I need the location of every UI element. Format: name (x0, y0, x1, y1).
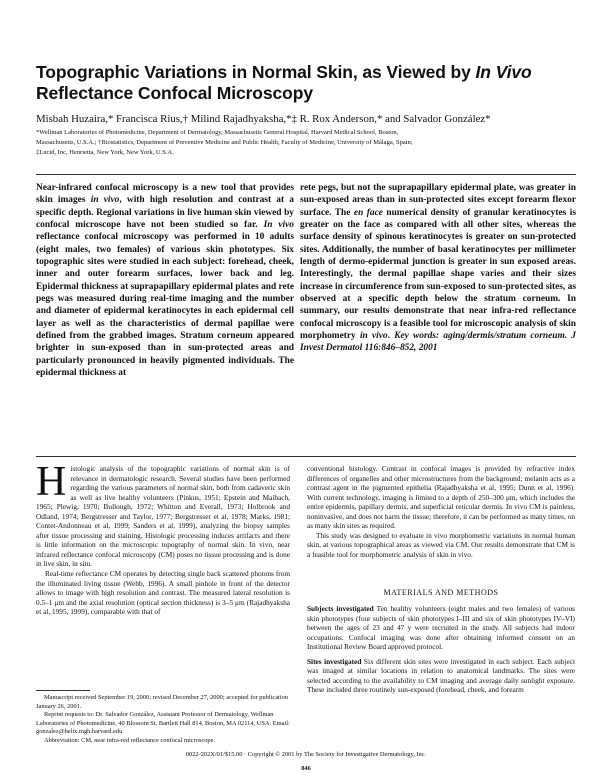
abstract-top-rule (36, 174, 576, 175)
affiliation-line: ‡Lucid, Inc, Henrietta, New York, New York, U.S.A. (36, 148, 174, 156)
right-body-column (307, 464, 575, 559)
affiliation-line: *Wellman Laboratories of Photomedicine, Department of Dermatology, Massachusetts General Hospital, Harvard Medical School, Boston, (36, 129, 399, 136)
footnote: Manuscript received September 19, 2000; revised December 27, 2000; accepted for publication January 26, 2001. (36, 694, 289, 710)
abstract-left: Near-infrared confocal microscopy is a new tool that provides skin images in vivo, with high resolution and contrast at a specific depth. Regional variations in live human skin viewed by confocal microscope have not been studied so far. In vivo reflectance confocal microscopy was performed in 10 adults (eight males, two females) of various skin phototypes. Six topographic sites were studied in each subject: forehead, cheek, inner and outer forearm surfaces, lower back and leg. Epidermal thickness at suprapapillary epidermal plates and rete pegs was measured during real-time imaging and the number and diameter of epidermal keratinocytes in each epidermal cell layer as well as the characteristics of dermal papillae were defined from the grabbed images. Stratum corneum appeared brighter in sun-exposed than in sun-protected areas and particularly pronounced in heavily pigmented individuals. The epidermal thickness at (36, 183, 294, 379)
intro-paragraph: Histologic analysis of the topographic variations of normal skin is of relevance in dermatologic research. Several studies have been performed regarding the various parameters of normal skin, both from cadaveric skin as well as live healthy volunteers (Pinkus, 1951; Epstein and Maibach, 1965; Plewig, 1970; Bullough, 1972; Whitton and Everall, 1973; Holbrook and Odland, 1974; Bergstresser and Taylor, 1977; Bergstresser et al, 1978; Marks, 1981; Contet-Andonneau et al, 1999; Sanders et al, 1999), analyzing the biopsy samples after tissue processing and staining. Histologic processing induces artifacts and there is little information on the microscopic topography of normal skin. In vivo, near infrared reflectance confocal microscopy (CM) poses no tissue processing and is done in live skin, in situ. (36, 459, 290, 569)
methods-column (307, 604, 575, 695)
body-paragraph: Real-time reflectance CM operates by detecting single back scattered photons from the illuminated living tissue (Webb, 1996). A small pinhole in front of the detector allows to image with high resolution and contrast. The measured lateral resolution is 0.5–1 μm and the axial resolution (optical section thickness) is 3–5 μm (Rajadhyaksha et al, 1995, 1999), comparable with that of (36, 569, 290, 617)
subsection-subjects: Subjects investigated Ten healthy volunteers (eight males and two females) of various skin phototypes (four subjects of skin phototypes I–III and six of skin phototypes IV–VI) between the ages of 23 and 47 y were recruited in the study. All subjects had indoor occupations. Confocal imaging was done after obtaining informed consent on an Institutional Review Board approved protocol. (307, 604, 575, 652)
left-body-column (36, 459, 290, 617)
subsection-sites: Sites investigated Six different skin sites were investigated in each subject. Each subject was imaged at similar locations in relation to anatomical landmarks. The sites were selected according to the availability to CM imaging and average daily sunlight exposure. These included three routinely sun-exposed (forehead, cheek, and forearm (307, 656, 575, 695)
footnote-rule (36, 690, 90, 691)
section-heading: MATERIALS AND METHODS (383, 588, 499, 597)
footnote: Abbreviation: CM, near infra-red reflectance confocal microscope. (44, 736, 216, 744)
keywords: Key words: aging/dermis/stratum corneum. J Invest Dermatol 116:846–852, 2001 (300, 331, 576, 354)
body-paragraph: This study was designed to evaluate in vivo morphometric variations in normal human skin, at various topographical areas as viewed via CM. Our results demonstrate that CM is a feasible tool for morphometric analysis of skin in vivo. (307, 530, 575, 559)
drop-cap: H (36, 459, 67, 505)
affiliation-line: Massachusetts, U.S.A.; †Biostatistics, Department of Preventive Medicine and Public Health, Faculty of Medicine, University of Málaga, Spain; (36, 138, 413, 146)
footnote: Reprint requests to: Dr. Salvador González, Assistant Professor of Dermatology, Wellman Laboratories of Photomedicine, 40 Blossom St. Bartlett Hall 814, Boston, MA 02114, USA. Email: gonzalez@helix.mgh.harvard.edu (36, 711, 290, 735)
affiliations (36, 128, 582, 157)
body-paragraph: conventional histology. Contrast in confocal images is provided by refractive index differences of organelles and other microstructures from the background; melanin acts as a contrast agent in the pigmented epithelia (Rajadhyaksha et al, 1995; Dunn et al, 1996). With current technology, imaging is limited to a depth of 250–300 μm, which includes the entire epidermis, papillary dermis, and superficial reticular dermis. In vivo CM is painless, noninvasive, and does not harm the tissue; therefore, it can be performed as many times, on as many skin sites as required. (307, 464, 575, 531)
abstract-right: rete pegs, but not the suprapapillary epidermal plate, was greater in sun-exposed areas than in sun-protected sites except forearm flexor surface. The en face numerical density of granular keratinocytes is greater on the face as compared with all other sites, whereas the surface density of spinous keratinocytes is greater on sun-protected sites. Additionally, the number of basal keratinocytes per millimeter length of dermo-epidermal junction is greater in sun exposed areas. Interestingly, the dermal papillae shape varies and their sizes increase in circumference from sun-exposed to sun-protected sites, as observed at a specific depth below the stratum corneum. In summary, our results demonstrate that near infra-red reflectance confocal microscopy is a feasible tool for microscopic analysis of skin morphometry in vivo. Key words: aging/dermis/stratum corneum. J Invest Dermatol 116:846–852, 2001 (300, 183, 576, 354)
abstract-bottom-rule (36, 456, 576, 457)
footnotes (36, 694, 290, 745)
author-list: Misbah Huzaira,* Francisca Rius,† Milind Rajadhyaksha,*‡ R. Rox Anderson,* and Salvador González* (36, 113, 491, 125)
page-number: 846 (301, 765, 311, 772)
copyright-line: 0022-202X/01/$15.00 · Copyright © 2001 by The Society for Investigative Dermatology, Inc. (185, 751, 427, 758)
paper-title: Topographic Variations in Normal Skin, as Viewed by In Vivo Reflectance Confocal Microscopy (36, 62, 532, 103)
